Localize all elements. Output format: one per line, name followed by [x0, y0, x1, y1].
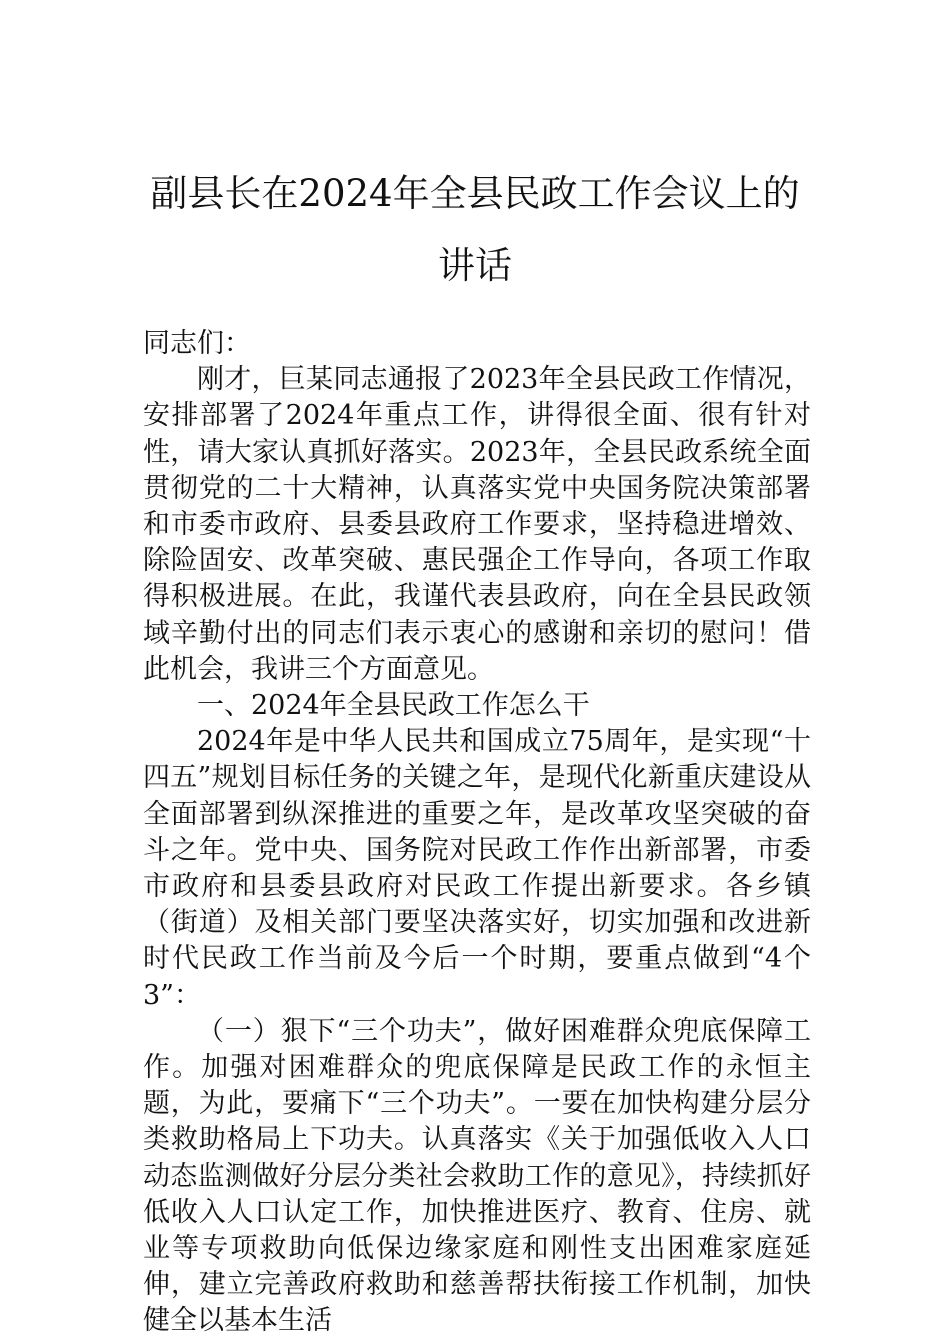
document-title: 副县长在2024年全县民政工作会议上的讲话 — [150, 172, 800, 287]
salutation: 同志们： — [143, 328, 251, 359]
paragraph-2024-overview: 2024年是中华人民共和国成立75周年，是实现“十四五”规划目标任务的关键之年，是现代化新重庆建设从全面部署到纵深推进的重要之年，是改革攻坚突破的奋斗之年。党中央、国务院对民政工作作出新部署，市委市政府和县委县政府对民政工作提出新要求。各乡镇（街道）及相关部门要坚决落实好，切实加强和改进新时代民政工作当前及今后一个时期，要重点做到“4个3”： — [143, 726, 811, 1011]
document-body — [143, 326, 811, 1340]
paragraph-subsection-1: （一）狠下“三个功夫”，做好困难群众兜底保障工作。加强对困难群众的兜底保障是民政工作的永恒主题，为此，要痛下“三个功夫”。一要在加快构建分层分类救助格局上下功夫。认真落实《关于加强低收入人口动态监测做好分层分类社会救助工作的意见》，持续抓好低收入人口认定工作，加快推进医疗、教育、住房、就业等专项救助向低保边缘家庭和刚性支出困难家庭延伸，建立完善政府救助和慈善帮扶衔接工作机制，加快健全以基本生活 — [143, 1015, 811, 1337]
section-heading-1: 一、2024年全县民政工作怎么干 — [197, 690, 590, 722]
paragraph-opening: 刚才，巨某同志通报了2023年全县民政工作情况，安排部署了2024年重点工作，讲得很全面、很有针对性，请大家认真抓好落实。2023年，全县民政系统全面贯彻党的二十大精神，认真落实党中央国务院决策部署和市委市政府、县委县政府工作要求，坚持稳进增效、除险固安、改革突破、惠民强企工作导向，各项工作取得积极进展。在此，我谨代表县政府，向在全县民政领域辛勤付出的同志们表示衷心的感谢和亲切的慰问！借此机会，我讲三个方面意见。 — [143, 364, 811, 685]
